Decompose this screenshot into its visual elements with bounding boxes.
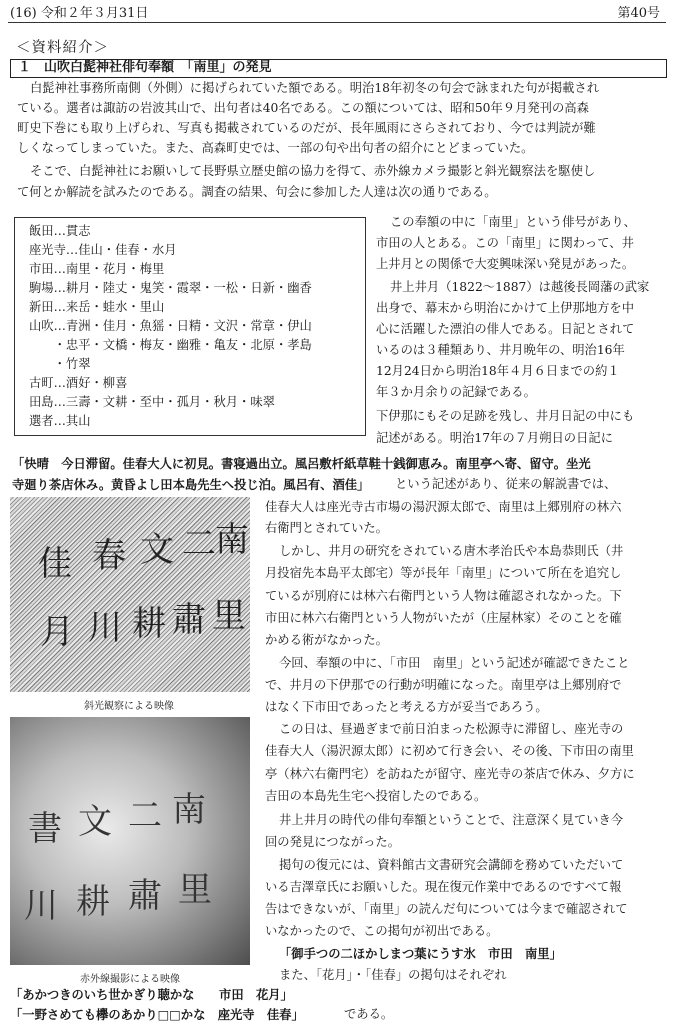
body-line: また、「花月」・「佳春」の掲句はそれぞれ [279,968,507,982]
body-line: 回の発見につながった。 [265,835,401,849]
photo-character: 佳 [38,544,72,584]
participant-row: 選者…其山 [29,414,91,428]
haiku-kagetsu: 「あかつきのいち世かぎり聴かな 市田 花月」 [10,987,293,1002]
body-line: はなく下市田であったと考える方が妥当であろう。 [265,700,548,714]
body-line: 佳春大人（湯沢源太郎）に初めて行き会い、その後、下市田の南里 [265,744,634,758]
body-line: 告はできないが、「南里」の読んだ句については今まで確認されて [265,902,628,916]
intro-line: しくなってしまっていた。また、高森町史では、一部の句や出句者の紹介にとどまっていた。 [17,141,534,155]
body-line: 掲句の復元には、資料館古文書研究会講師を務めていただいて [279,858,624,872]
body-line: いるのは３種類あり、井月晩年の、明治16年 [376,343,625,357]
issue-number: 第40号 [617,6,660,21]
body-line: 市田に林六右衛門という人物がいたが（庄屋林家）そのことを確 [265,611,622,625]
body-line: この奉額の中に「南里」という俳号があり、 [390,215,636,229]
body-line: いる吉澤章氏にお願いした。現在復元作業中であるのですべて報 [265,880,622,894]
body-line: しかし、井月の研究をされている唐木孝治氏や本島恭則氏（井 [279,544,624,558]
participant-row: 飯田…貫志 [29,224,91,238]
participant-row: ・竹翠 [29,357,91,371]
body-line: 記述がある。明治17年の７月朔日の日記に [376,431,613,445]
section-heading: ＜資料紹介＞ [16,40,109,56]
participant-row: 山吹…青洲・佳月・魚猺・日精・文沢・常章・伊山 [29,319,312,333]
body-line: 上井月との関係で大変興味深い発見があった。 [376,257,635,271]
photo-character: 耕 [76,882,110,922]
diary-quote-line: 「快晴 今日滞留。佳春大人に初見。書寝過出立。風呂敷杄紙草鞋十銭御恵み。南里亭へ寄、留守。坐光 [12,456,591,471]
body-line: である。 [344,1007,394,1021]
body-line: 出身で、幕末から明治にかけて上伊那地方を中 [376,301,634,315]
intro-line: て何とか解読を試みたのである。調査の結果、句会に参加した人達は次の通りである。 [17,185,497,199]
body-line: 下伊那にもその足跡を残し、井月日記の中にも [376,409,635,423]
body-line: 市田の人とある。この「南里」に関わって、井 [376,236,634,250]
intro-line: そこで、白髭神社にお願いして長野県立歴史館の協力を得て、赤外線カメラ撮影と斜光観察法を駆使し [30,164,596,178]
photo-character: 里 [212,596,246,636]
intro-line: 白髭神社事務所南側（外側）に掲げられていた額である。明治18年初冬の句会で詠まれた句が掲載され [30,81,600,95]
photo-character: 川 [24,886,58,926]
article-title: １ 山吹白髭神社俳句奉額 「南里」の発見 [18,60,272,75]
photo-character: 二 [128,796,162,836]
body-line: この日は、昼過ぎまで前日泊まった松源寺に滞留し、座光寺の [279,722,624,736]
body-line: 井上井月の時代の俳句奉額ということで、注意深く見ていき今 [279,813,624,827]
body-line: 月投宿先本島平太郎宅）等が長年「南里」について所在を追究し [265,566,622,580]
header-rule [8,22,666,23]
participant-row: 座光寺…佳山・佳春・水月 [29,243,177,257]
participant-row: 市田…南里・花月・梅里 [29,262,165,276]
photo1-caption: 斜光観察による映像 [84,701,174,712]
photo-character: 里 [178,870,212,910]
issue-date: (16) 令和２年３月31日 [10,6,149,21]
body-line: かめる術がなかった。 [265,633,388,647]
photo-character: 文 [78,802,112,842]
haiku-kashun: 「一野さめても欅のあかり□□かな 座光寺 佳春」 [10,1007,304,1022]
photo-character: 書 [28,809,62,849]
body-line: 年３か月余りの記録である。 [376,385,536,399]
participants-box [14,217,366,436]
body-line: という記述があり、従来の解説書では、 [395,477,617,491]
photo-character: 川 [88,608,122,648]
photo-character: 二 [182,524,216,564]
photo2-caption: 赤外線撮影による映像 [80,974,180,985]
participant-row: 駒場…耕月・陸丈・鬼笑・霞翠・一松・日新・幽香 [29,281,312,295]
intro-line: ている。選者は諏訪の岩波其山で、出句者は40名である。この額については、昭和50年９月発刊の高森 [17,101,589,115]
body-line: 佳春大人は座光寺古市場の湯沢源太郎で、南里は上郷別府の林六 [265,500,622,514]
body-line: 12月24日から明治18年４月６日までの約１ [376,364,620,378]
body-line: 心に活躍した漂泊の俳人である。日記とされて [376,322,635,336]
infrared-photo [10,717,250,965]
photo-character: 文 [140,530,174,570]
photo-character: 肅 [172,600,206,640]
oblique-light-photo [10,497,250,692]
photo-character: 耕 [132,604,166,644]
photo-character: 月 [40,612,74,652]
body-line: 井上井月（1822～1887）は越後長岡藩の武家 [390,280,650,294]
diary-quote-line: 寺廻り茶店休み。黄昏よし田本島先生へ投じ泊。風呂有、酒佳」 [12,477,370,492]
photo-character: 春 [92,536,126,576]
intro-line: 町史下巻にも取り上げられ、写真も掲載されているのだが、長年風雨にさらされており、今では判読が難 [17,121,596,135]
body-line: 吉田の本島先生宅へ投宿したのである。 [265,789,487,803]
photo-character: 南 [215,520,249,560]
body-line: 亭（林六右衛門宅）を訪ねたが留守、座光寺の茶店で休み、夕方に [265,767,635,781]
participant-row: 古町…酒好・柳喜 [29,376,128,390]
body-line: 右衛門とされていた。 [265,521,388,535]
participant-row: 田島…三壽・文耕・至中・孤月・秋月・味翠 [29,395,275,409]
body-line: で、井月の下伊那での行動が明確になった。南里亭は上郷別府で [265,678,622,692]
body-line: いなかったので、この掲句が初出である。 [265,924,499,938]
participant-row: 新田…来岳・蛙水・里山 [29,300,165,314]
body-line: ているが別府には林六右衛門という人物は確認されなかった。下 [265,589,622,603]
photo-character: 肅 [128,876,162,916]
photo-character: 南 [172,790,206,830]
participant-row: ・忠平・文橋・梅友・幽雅・亀友・北原・孝島 [29,338,312,352]
haiku-nanri: 「御手つの二ほかしまつ葉にうす氷 市田 南里」 [279,946,562,961]
body-line: 今回、奉額の中に、「市田 南里」という記述が確認できたこと [279,656,630,670]
